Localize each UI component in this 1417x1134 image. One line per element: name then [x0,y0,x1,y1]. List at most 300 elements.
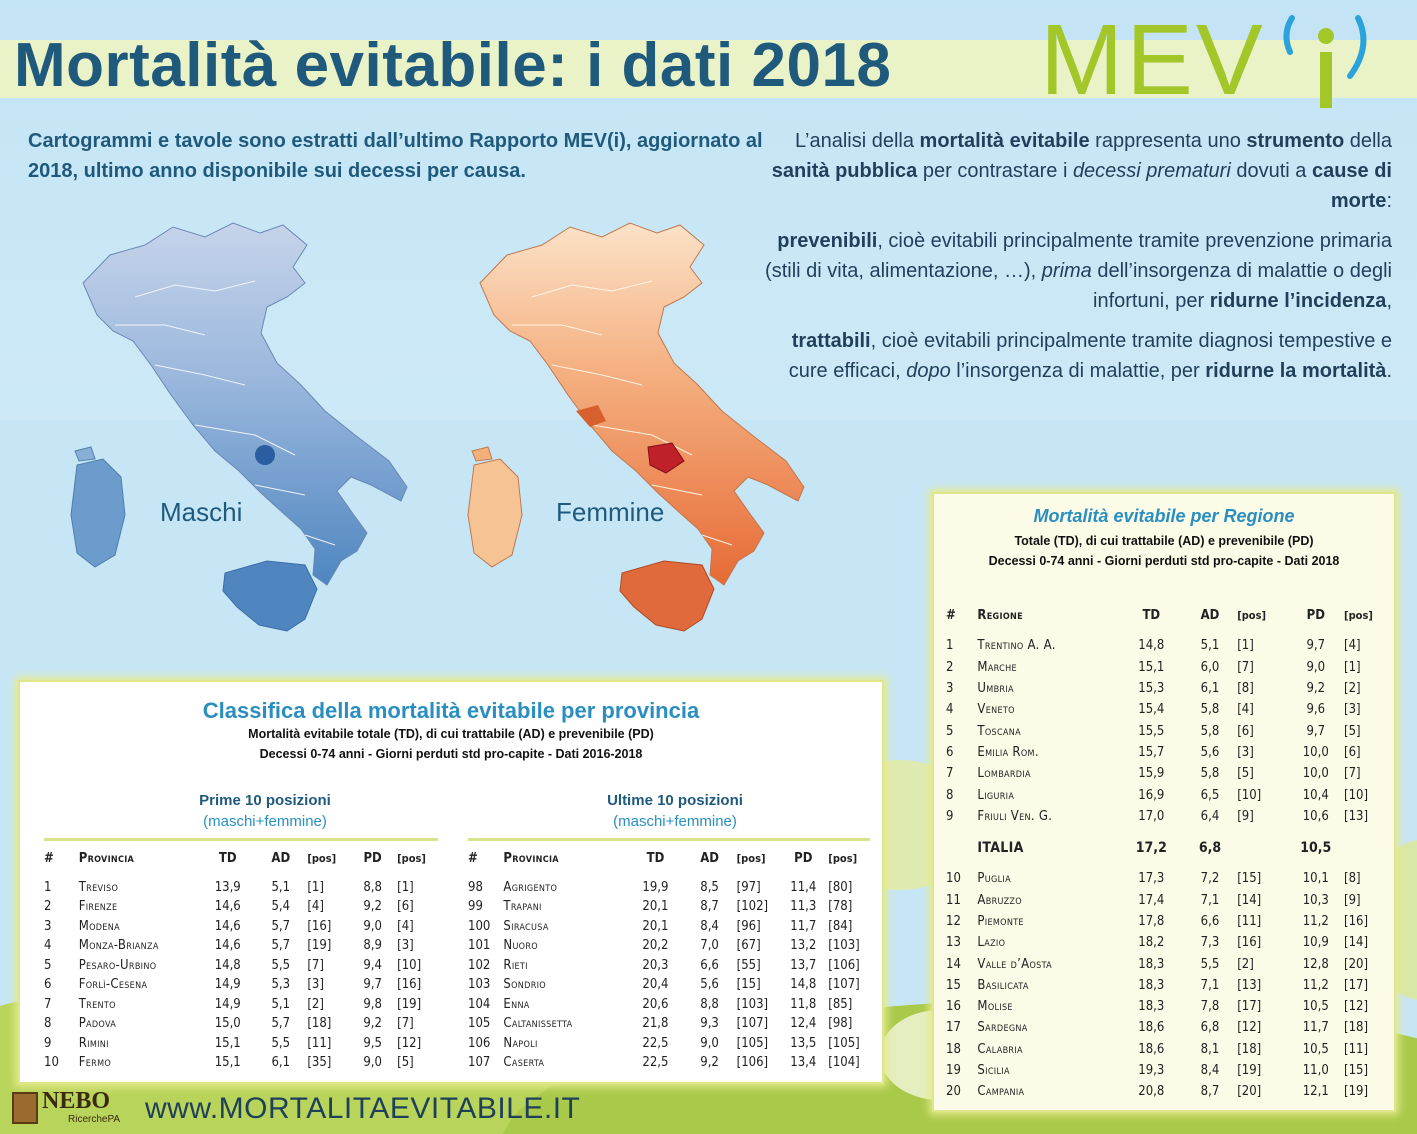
table-cell: 22,5 [642,1055,669,1071]
table-cell: [98] [828,1016,853,1032]
table-row [946,635,1386,656]
table-row [468,1014,870,1034]
table-cell [1237,827,1287,868]
column-header: [pos] [1237,609,1267,623]
intro-text: Cartogrammi e tavole sono estratti dall’ultimo Rapporto MEV(i), aggiornato al 2018, ultimo anno disponibile sui decessi per causa. [28,130,763,182]
table-cell: [15] [736,977,761,993]
table-cell: [8] [1237,681,1254,697]
table-cell: 5,5 [271,957,291,973]
table-cell: 8 [44,1016,52,1032]
table-row [44,1034,438,1054]
table-cell: [11] [1237,914,1262,929]
table-cell: [80] [828,879,853,895]
table-cell: 14,6 [214,938,241,954]
table-cell: 7,2 [1200,871,1220,887]
table-cell: [35] [307,1055,332,1071]
table-cell: [2] [1237,956,1254,972]
table-cell: Lombardia [977,766,1031,782]
table-cell: 5,3 [271,977,291,993]
table-cell: 5,1 [1200,638,1220,654]
column-header: Provincia [78,851,135,867]
table-cell: 4 [946,702,954,718]
table-cell: 8,8 [700,996,719,1012]
table-cell: [4] [307,899,324,915]
table-cell: 7 [946,766,954,782]
table-cell: 17,8 [1138,914,1165,929]
table-cell: 11,4 [790,879,817,895]
logo-text: MEV [1040,4,1266,116]
table-cell: 20,1 [642,918,669,934]
table-cell: Emilia Rom. [977,744,1039,760]
table-cell: 17,0 [1138,808,1165,824]
table-row [44,878,438,898]
column-header: [pos] [828,852,858,866]
table-cell: [4] [397,918,414,934]
table-cell: [19] [307,938,332,954]
table-cell: [67] [736,938,761,954]
column-header: # [468,851,478,867]
table-cell: Marche [977,659,1017,675]
table-cell: 5,6 [700,977,719,993]
table-cell: 13,7 [790,957,817,973]
table-cell: [7] [1237,659,1254,675]
table-row [468,917,870,937]
column-header: AD [1200,608,1220,624]
table-cell: Friuli Ven. G. [977,808,1053,824]
table-cell: [102] [736,899,769,915]
table-cell: 14,6 [214,918,241,934]
map-label-maschi: Maschi [160,497,243,527]
table-cell: [84] [828,918,853,934]
table-cell: [10] [1237,787,1262,803]
table-cell: [106] [736,1055,769,1071]
table-cell: 18,2 [1138,935,1165,951]
table-cell: 8,1 [1200,1041,1220,1057]
table-cell: 2 [44,899,52,915]
table-cell: 12,8 [1302,956,1329,972]
table-cell: [103] [736,996,769,1012]
table-cell: 5,6 [1200,744,1220,760]
table-row [946,1081,1386,1102]
table-row [44,936,438,956]
table-cell: [17] [1344,977,1369,993]
table-cell: 102 [468,957,491,973]
table-cell: 5,5 [271,1035,291,1051]
table-cell: 12 [946,914,961,929]
table-cell: [3] [307,977,324,993]
table-row [946,784,1386,805]
table-cell: 7 [44,996,52,1012]
column-header: PD [363,851,382,867]
table-cell: 5,4 [271,899,291,915]
table-cell: [11] [1344,1041,1369,1057]
table-cell: 9,0 [1306,659,1326,675]
table-cell: [104] [828,1055,860,1071]
column-header: # [946,608,956,624]
table-cell: 15,1 [214,1035,241,1051]
table-header-row [44,846,438,872]
table-cell: 10,3 [1302,892,1329,908]
table-cell: 9,8 [363,996,382,1012]
table-cell: 5,7 [271,918,291,934]
column-header: # [44,851,54,867]
province-bottom-table [468,846,870,1073]
table-cell: [6] [1344,744,1361,760]
table-row [946,953,1386,974]
table-cell: 18,6 [1138,1041,1165,1057]
table-cell: [2] [307,996,324,1012]
website-link[interactable]: www.MORTALITAEVITABILE.IT [145,1092,581,1125]
region-table-subtitle: Totale (TD), di cui trattabile (AD) e prevenibile (PD) [1014,534,1314,548]
table-cell: [12] [1344,999,1369,1015]
table-row [44,975,438,995]
table-cell: [8] [1344,871,1361,887]
table-cell: 20 [946,1084,961,1100]
table-cell: 8,7 [1200,1084,1220,1100]
table-cell: 18 [946,1041,961,1057]
table-cell: 18,6 [1138,1020,1165,1036]
table-cell: 13,5 [790,1035,817,1051]
table-cell: [5] [1344,723,1361,739]
table-cell: 9,2 [700,1055,719,1071]
table-cell: Rimini [78,1035,109,1051]
table-cell: 6,5 [1200,787,1220,803]
table-row [946,868,1386,889]
table-cell: 9,0 [363,918,382,934]
table-cell: 103 [468,977,491,993]
table-cell: 8,4 [700,918,719,934]
table-cell: 15 [946,977,961,993]
table-cell: [107] [828,977,860,993]
column-header: [pos] [307,852,337,866]
table-cell: 15,1 [1138,659,1165,675]
table-cell: 19,3 [1138,1063,1165,1079]
table-cell: 7,1 [1200,892,1220,908]
table-cell: Monza-Brianza [78,938,159,954]
page-title: Mortalità evitabile: i dati 2018 [14,31,892,100]
table-cell: 5,8 [1200,723,1220,739]
table-cell: 15,5 [1138,723,1165,739]
table-cell: 13,2 [790,938,817,954]
table-cell: [16] [307,918,332,934]
table-row [946,678,1386,699]
table-row [946,932,1386,953]
table-cell: [13] [1237,977,1262,993]
column-header: [pos] [736,852,766,866]
table-cell: 8,5 [700,879,719,895]
table-cell: Firenze [78,899,118,915]
table-cell: 11 [946,892,961,908]
nebo-emblem-icon [12,1092,38,1124]
table-cell: [17] [1237,999,1262,1015]
table-row [44,917,438,937]
table-cell: 9,3 [700,1016,719,1032]
table-cell: 9,7 [363,977,382,993]
column-header: TD [646,851,665,867]
table-cell: [106] [828,957,860,973]
table-row [44,995,438,1015]
table-cell: 10 [44,1055,59,1071]
province-table-subtitle-2: Decessi 0-74 anni - Giorni perduti std pro-capite - Dati 2016-2018 [259,747,643,761]
table-cell: Modena [78,918,120,934]
table-cell: 6,6 [700,957,719,973]
table-cell: 5 [44,957,52,973]
table-row [946,763,1386,784]
table-cell: Caltanissetta [503,1016,573,1032]
table-cell: 10,0 [1302,766,1329,782]
table-row [468,936,870,956]
table-cell: [78] [828,899,853,915]
table-cell: 20,6 [642,996,669,1012]
table-cell: 7,3 [1200,935,1220,951]
table-cell: [16] [1344,914,1369,929]
table-cell: 10,9 [1302,935,1329,951]
table-cell: [2] [1344,681,1361,697]
table-cell: [7] [1344,766,1361,782]
divider [44,838,438,841]
table-cell: 17,3 [1138,871,1165,887]
table-row [946,975,1386,996]
table-cell: 6,1 [271,1055,291,1071]
table-cell: 6,6 [1200,914,1220,929]
column-header: Regione [977,608,1023,624]
table-cell: 15,4 [1138,702,1165,718]
table-cell: Umbria [977,681,1014,697]
table-cell: [18] [307,1016,332,1032]
table-cell: 13,9 [214,879,241,895]
table-cell: [20] [1237,1084,1262,1100]
table-cell: Molise [977,999,1013,1015]
table-cell: 14,9 [214,996,241,1012]
table-cell: [103] [828,938,860,954]
table-cell: [96] [736,918,761,934]
table-cell: 15,3 [1138,681,1165,697]
table-cell: 8,8 [363,879,382,895]
table-cell: 20,4 [642,977,669,993]
bottom-10-heading: Ultime 10 posizioni (maschi+femmine) [607,792,743,830]
table-cell: 7,1 [1200,977,1220,993]
table-cell: [20] [1344,956,1369,972]
table-cell: [7] [397,1016,414,1032]
italy-row [946,827,1386,868]
table-cell: 9,2 [363,899,382,915]
column-header: AD [271,851,291,867]
table-cell: 6,8 [1198,839,1222,856]
table-cell: 9,5 [363,1035,382,1051]
table-cell: [18] [1344,1020,1369,1036]
table-cell: 9,2 [1306,681,1326,697]
table-cell: 8,4 [1200,1063,1220,1079]
table-cell: 5,8 [1200,702,1220,718]
column-header: [pos] [1344,609,1373,623]
table-row [946,911,1386,932]
table-cell: 107 [468,1055,491,1071]
table-cell [1344,827,1386,868]
table-cell: 15,7 [1138,744,1165,760]
description [760,126,1392,396]
table-cell: 6,4 [1200,808,1220,824]
table-cell: 4 [44,938,52,954]
table-cell: Liguria [977,787,1015,803]
table-cell: Puglia [977,871,1011,887]
table-cell: 20,1 [642,899,669,915]
table-cell: 14,8 [1138,638,1165,654]
table-cell: [14] [1344,935,1369,951]
table-row [468,878,870,898]
mev-logo [1040,4,1400,116]
table-cell: 11,2 [1302,914,1329,929]
table-cell: 13 [946,935,961,951]
table-cell: [19] [1237,1063,1262,1079]
table-cell: 9,2 [363,1016,382,1032]
table-cell: Trento [78,996,116,1012]
column-header: PD [1306,608,1325,624]
table-cell: Treviso [78,879,119,895]
table-cell: 5,7 [271,1016,291,1032]
table-cell: 6 [946,744,954,760]
table-cell: [105] [828,1035,860,1051]
table-cell: 14 [946,956,961,972]
table-cell: Valle d’Aosta [977,956,1052,972]
table-cell: [107] [736,1016,769,1032]
table-row [468,897,870,917]
table-cell: [1] [1344,659,1361,675]
table-cell: Toscana [977,723,1021,739]
table-cell: 20,2 [642,938,669,954]
table-cell: 17 [946,1020,961,1036]
table-cell: 13,4 [790,1055,817,1071]
table-cell: Piemonte [977,914,1024,929]
table-cell: [12] [397,1035,422,1051]
column-header: Provincia [503,851,559,867]
table-cell: Basilicata [977,977,1029,993]
table-cell: 104 [468,996,491,1012]
table-cell: 5,7 [271,938,291,954]
table-cell: 1 [44,879,52,895]
table-row [946,1060,1386,1081]
table-cell: 14,8 [214,957,241,973]
table-cell: 10,4 [1302,787,1329,803]
table-cell: 3 [44,918,52,934]
table-row [468,956,870,976]
table-cell: [10] [1344,787,1369,803]
table-cell: 5,1 [271,996,291,1012]
table-cell: 10,5 [1302,1041,1329,1057]
table-cell: [18] [1237,1041,1262,1057]
table-cell: 12,1 [1302,1084,1329,1100]
table-cell: [19] [397,996,422,1012]
column-header: PD [794,851,813,867]
table-cell: Sicilia [977,1063,1010,1079]
table-cell: [55] [736,957,761,973]
table-cell: [14] [1237,892,1262,908]
table-cell: 6,0 [1200,659,1220,675]
table-cell: [6] [397,899,414,915]
table-cell: [85] [828,996,853,1012]
table-cell: 105 [468,1016,491,1032]
table-row [946,742,1386,763]
table-cell: [13] [1344,808,1369,824]
desc-paragraph-3: trattabili, cioè evitabili principalmente tramite diagnosi tempestive e cure efficaci, dopo l’insorgenza di malattie, per ridurne la mortalità. [788,330,1392,382]
table-cell: Padova [78,1016,117,1032]
table-cell: 7,0 [700,938,719,954]
desc-paragraph-1: L’analisi della mortalità evitabile rappresenta uno strumento della sanità pubblica per contrastare i decessi prematuri dovuti a cause di morte: [771,130,1392,212]
table-cell: 21,8 [642,1016,669,1032]
table-cell: 9,7 [1306,723,1326,739]
table-cell: 106 [468,1035,491,1051]
table-cell: Sardegna [977,1020,1028,1036]
table-cell: Enna [503,996,530,1012]
table-cell: [12] [1237,1020,1262,1036]
map-femmine [452,215,822,655]
table-cell: 10,5 [1300,839,1332,856]
table-cell: [16] [1237,935,1262,951]
table-cell: 6,8 [1200,1020,1220,1036]
map-maschi [55,215,425,655]
table-cell: 9,7 [1306,638,1326,654]
region-table-subtitle-2: Decessi 0-74 anni - Giorni perduti std pro-capite - Dati 2018 [988,554,1340,568]
table-cell: Trentino A. A. [977,638,1056,654]
table-cell: 6,1 [1200,681,1220,697]
table-cell: [4] [1237,702,1254,718]
table-cell: [105] [736,1035,769,1051]
table-row [946,720,1386,741]
table-cell: Calabria [977,1041,1023,1057]
table-header-row [946,602,1386,629]
table-cell: 7,8 [1200,999,1220,1015]
table-row [44,956,438,976]
table-cell: 14,6 [214,899,241,915]
table-cell: 10,0 [1302,744,1329,760]
table-cell: [6] [1237,723,1254,739]
table-cell: 20,3 [642,957,669,973]
table-cell: Siracusa [503,918,549,934]
province-table-title: Classifica della mortalità evitabile per provincia [202,698,700,723]
table-cell: 100 [468,918,491,934]
table-row [44,897,438,917]
table-row [44,1014,438,1034]
table-cell: 11,2 [1302,977,1329,993]
column-header: TD [1142,608,1161,624]
table-row [44,1053,438,1073]
table-row [468,975,870,995]
table-cell: [1] [307,879,324,895]
table-cell: [10] [397,957,422,973]
table-cell: 8,7 [700,899,719,915]
table-cell: 2 [946,659,954,675]
table-cell: 5,5 [1200,956,1220,972]
table-cell: [3] [397,938,414,954]
table-row [468,1034,870,1054]
table-cell: 19 [946,1063,961,1079]
table-cell: [3] [1237,744,1254,760]
desc-paragraph-2: prevenibili, cioè evitabili principalmente tramite prevenzione primaria (stili di vita, alimentazione, …), prima dell’insorgenza di malattie o degli infortuni, per ridurne l’incidenza, [765,230,1392,312]
table-cell: [9] [1237,808,1254,824]
table-cell: 9,0 [363,1055,382,1071]
top-10-heading: Prime 10 posizioni (maschi+femmine) [199,792,331,830]
table-cell: [15] [1344,1063,1369,1079]
province-table-subtitle: Mortalità evitabile totale (TD), di cui trattabile (AD) e prevenibile (PD) [248,727,654,741]
region-table [946,602,1386,1103]
table-cell: 11,7 [790,918,817,934]
table-cell: [16] [397,977,422,993]
table-cell: [5] [397,1055,414,1071]
table-cell: 98 [468,879,483,895]
table-row [946,890,1386,911]
table-cell: 14,9 [214,977,241,993]
table-cell: 16 [946,999,961,1015]
table-row [946,1017,1386,1038]
